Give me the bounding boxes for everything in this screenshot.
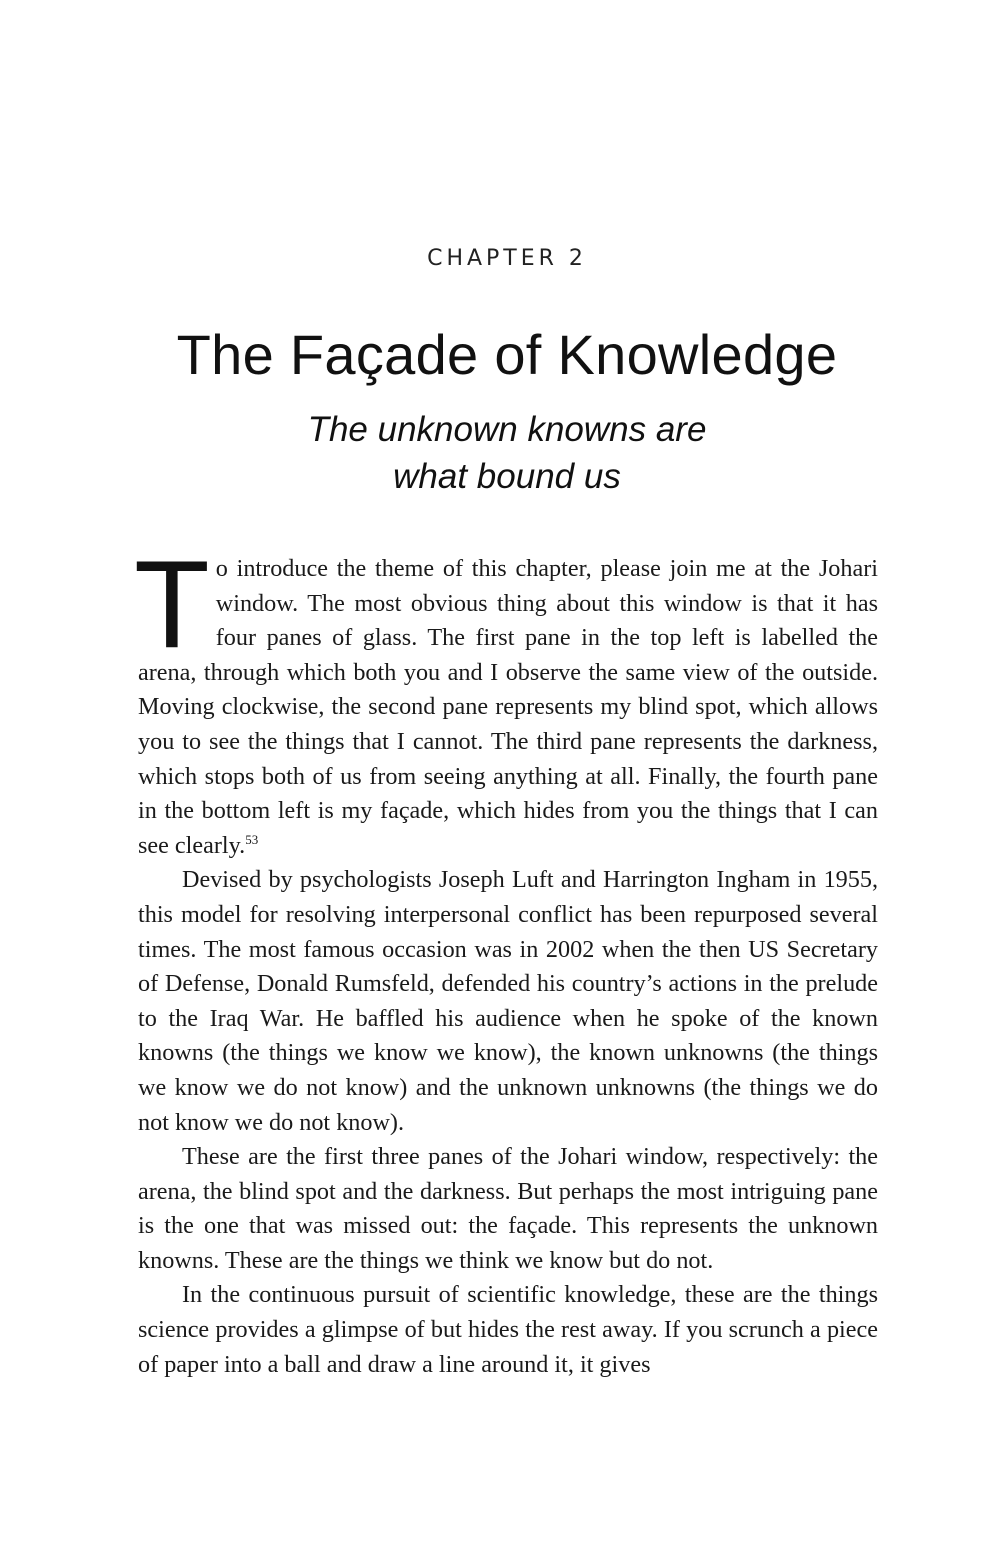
chapter-number: CHAPTER 2 [427,246,587,271]
paragraph-1 [134,536,878,863]
subtitle-line-1: The unknown knowns are [307,410,707,449]
paragraph-2: Devised by psychologists Joseph Luft and Harrington Ingham in 1955, this model for resolving interpersonal conflict has been repurposed several times. The most famous occasion was in 2002 when the then US Secretary of Defense, Donald Rumsfeld, defended his country’s actions in the prelude to the Iraq War. He baffled his audience when he spoke of the known knowns (the things we know we know), the known unknowns (the things we know we do not know) and the unknown unknowns (the things we do not know we do not know). [138,866,878,1136]
body-text [134,536,878,1382]
footnote-marker: 53 [245,831,259,847]
chapter-subtitle [0,406,1000,500]
subtitle-line-2: what bound us [393,457,621,496]
chapter-title: The Façade of Knowledge [176,323,838,386]
drop-cap: T [134,536,210,674]
paragraph-4: In the continuous pursuit of scientific knowledge, these are the things science provides a glimpse of but hides the rest away. If you scrunch a piece of paper into a ball and draw a line around it, it gives [138,1281,878,1378]
paragraph-3: These are the first three panes of the Johari window, respectively: the arena, the blind spot and the darkness. But perhaps the most intriguing pane is the one that was missed out: the façade. This represents the unknown knowns. These are the things we think we know but do not. [138,1143,878,1274]
paragraph-1-text: o introduce the theme of this chapter, please join me at the Johari window. The most obvious thing about this window is that it has four panes of glass. The first pane in the top left is labelled the arena, through which both you and I observe the same view of the outside. Moving clockwise, the second pane represents my blind spot, which allows you to see the things that I cannot. The third pane represents the darkness, which stops both of us from seeing anything at all. Finally, the fourth pane in the bottom left is my façade, which hides from you the things that I can see clearly. [138,555,878,859]
